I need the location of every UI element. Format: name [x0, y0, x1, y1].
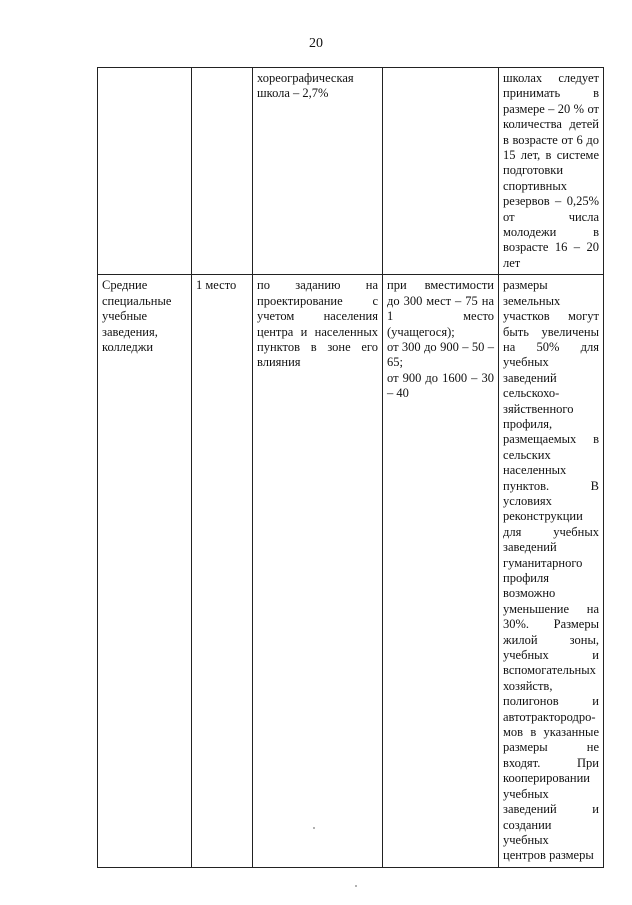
text-line: 1 место	[196, 278, 237, 293]
text-line: центра и населенных	[257, 324, 378, 339]
text-line: размеры	[503, 278, 548, 293]
text-line: возможно	[503, 586, 556, 601]
table-row	[98, 68, 604, 275]
text-line: жилой зоны,	[503, 632, 599, 647]
text-line: сельских	[503, 447, 551, 462]
text-line: подготовки	[503, 163, 564, 178]
text-line: в возрасте от 6 до	[503, 132, 599, 147]
page-number: 20	[309, 36, 323, 51]
text-line: колледжи	[102, 339, 154, 354]
text-line: для учебных	[503, 524, 599, 539]
text-line: реконструкции	[503, 509, 583, 524]
text-line: (учащегося);	[387, 324, 455, 339]
text-line: – 40	[387, 386, 409, 401]
cell-notes	[499, 68, 604, 275]
cell-land-area	[383, 68, 499, 275]
text-line: пунктов. В	[503, 478, 599, 493]
cell-institution-type	[98, 68, 192, 275]
cell-capacity-unit	[192, 68, 253, 275]
text-line: 30%. Размеры	[503, 617, 599, 632]
norms-table	[97, 67, 604, 868]
text-line: количества детей	[503, 117, 599, 132]
text-line: земельных	[503, 293, 561, 308]
cell-institution-type	[98, 275, 192, 867]
text-line: учетом населения	[257, 309, 378, 324]
text-line: на 50% для	[503, 339, 599, 354]
text-line: от 300 до 900 – 50 –	[387, 339, 494, 354]
text-line: влияния	[257, 355, 301, 370]
text-line: размере – 20 % от	[503, 101, 599, 116]
text-line: участков могут	[503, 309, 599, 324]
text-line: гуманитарного	[503, 555, 583, 570]
text-line: от числа	[503, 209, 599, 224]
text-line: Средние	[102, 278, 148, 293]
scan-speck	[313, 827, 315, 829]
text-line: заведений	[503, 370, 557, 385]
text-line: лет	[503, 255, 521, 270]
text-line: входят. При	[503, 755, 599, 770]
text-line: зяйственного	[503, 401, 574, 416]
text-line: от 900 до 1600 – 30	[387, 370, 494, 385]
text-line: возрасте 16 – 20	[503, 240, 599, 255]
text-line: проектирование с	[257, 293, 378, 308]
text-line: учебные	[102, 309, 148, 324]
text-line: при вместимости	[387, 278, 494, 293]
cell-capacity-unit	[192, 275, 253, 867]
text-line: учебных	[503, 786, 549, 801]
text-line: специальные	[102, 293, 172, 308]
text-line: школах следует	[503, 71, 599, 85]
cell-notes	[499, 275, 604, 867]
text-line: спортивных	[503, 178, 567, 193]
text-line: хореографическая	[257, 71, 354, 85]
text-line: кооперировании	[503, 771, 590, 786]
text-line: профиля	[503, 571, 549, 585]
text-line: молодежи в	[503, 225, 599, 240]
text-line: размеры не	[503, 740, 599, 755]
text-line: населенных	[503, 463, 567, 478]
text-line: условиях	[503, 493, 552, 508]
text-line: заведений и	[503, 802, 599, 817]
text-line: учебных и	[503, 648, 599, 663]
text-line: полигонов и	[503, 694, 599, 709]
text-line: уменьшение на	[503, 601, 599, 616]
text-line: учебных	[503, 355, 549, 370]
cell-land-area	[383, 275, 499, 867]
text-line: до 300 мест – 75 на	[387, 293, 494, 308]
text-line: резервов – 0,25%	[503, 194, 599, 209]
scan-speck	[355, 885, 357, 887]
text-line: профиля,	[503, 416, 553, 431]
text-line: вспомогательных	[503, 663, 596, 678]
text-line: автотрактородро-	[503, 709, 596, 724]
text-line: мов в указанные	[503, 725, 599, 740]
text-line: центров размеры	[503, 848, 594, 863]
text-line: сельскохо-	[503, 386, 560, 401]
text-line: школа – 2,7%	[257, 86, 329, 101]
cell-norm	[253, 68, 383, 275]
text-line: хозяйств,	[503, 678, 553, 693]
table-row	[98, 275, 604, 867]
text-line: пунктов в зоне его	[257, 339, 378, 354]
text-line: быть увеличены	[503, 324, 599, 339]
text-line: 1 место	[387, 309, 494, 324]
text-line: заведения,	[102, 324, 158, 339]
text-line: заведений	[503, 540, 557, 555]
text-line: по заданию на	[257, 278, 378, 293]
text-line: размещаемых в	[503, 432, 599, 447]
cell-norm	[253, 275, 383, 867]
text-line: 15 лет, в системе	[503, 148, 599, 163]
text-line: создании учебных	[503, 817, 552, 847]
text-line: принимать в	[503, 86, 599, 101]
text-line: 65;	[387, 355, 403, 370]
